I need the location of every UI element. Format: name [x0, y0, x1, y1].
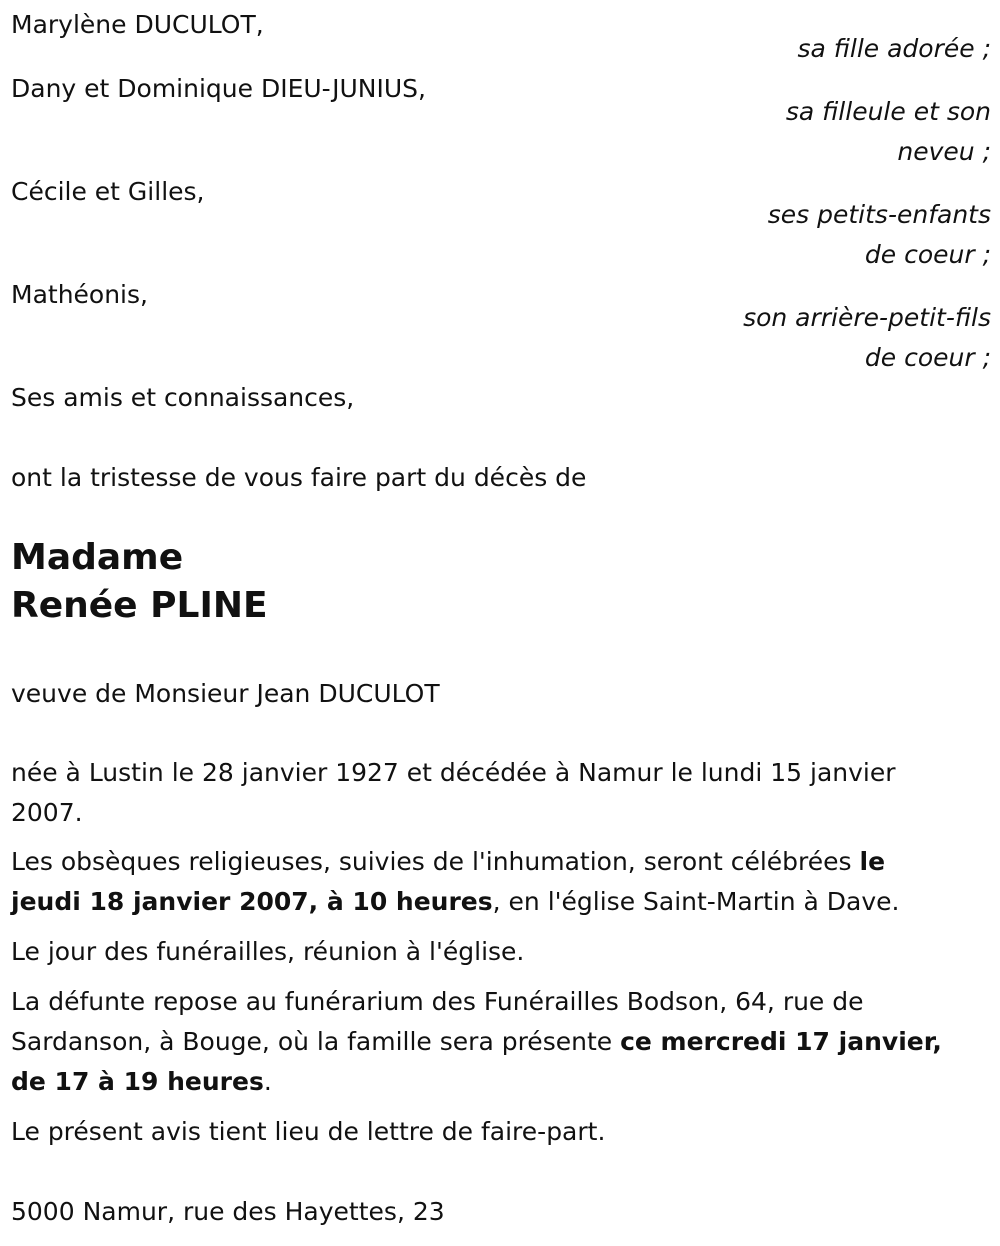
funeral-text: Les obsèques religieuses, suivies de l'inhumation, seront célébrées	[11, 847, 860, 876]
relation-line: neveu ;	[897, 137, 991, 166]
announcement-line: ont la tristesse de vous faire part du décès de	[11, 463, 587, 492]
deceased-title: Madame	[11, 537, 184, 578]
relation-line: de coeur ;	[864, 343, 991, 372]
deceased-fullname: Renée PLINE	[11, 585, 268, 626]
relation-line: sa fille adorée ;	[797, 34, 991, 63]
relation-line: sa filleule et son	[785, 97, 991, 126]
address-line: 5000 Namur, rue des Hayettes, 23	[11, 1197, 445, 1226]
relation-line: ses petits-enfants	[767, 200, 991, 229]
family-relation-3	[661, 195, 991, 275]
family-relation-4	[661, 298, 991, 378]
deceased-name	[11, 534, 268, 630]
relation-line: de coeur ;	[864, 240, 991, 269]
relation-line: son arrière-petit-fils	[743, 303, 991, 332]
visitation-paragraph	[11, 982, 962, 1102]
family-relation-2	[661, 92, 991, 172]
visitation-text: La défunte repose au funérarium des Funérailles Bodson, 64, rue de Sardanson, à Bouge, où la famille sera présente	[11, 987, 864, 1056]
family-name-4: Mathéonis,	[11, 280, 148, 309]
visitation-end: .	[263, 1067, 272, 1096]
notice-paragraph: Le présent avis tient lieu de lettre de faire-part.	[11, 1117, 606, 1146]
widow-of-line: veuve de Monsieur Jean DUCULOT	[11, 679, 440, 708]
funeral-location: , en l'église Saint-Martin à Dave.	[492, 887, 900, 916]
family-relation-1	[661, 29, 991, 69]
family-name-2: Dany et Dominique DIEU-JUNIUS,	[11, 74, 426, 103]
family-name-3: Cécile et Gilles,	[11, 177, 205, 206]
friends-line: Ses amis et connaissances,	[11, 383, 355, 412]
family-name-1: Marylène DUCULOT,	[11, 10, 264, 39]
birth-death-paragraph: née à Lustin le 28 janvier 1927 et décédée à Namur le lundi 15 janvier 2007.	[11, 758, 896, 827]
visitation-date: ce mercredi 17 janvier, de 17 à 19 heures	[11, 1027, 942, 1096]
funeral-date: le jeudi 18 janvier 2007, à 10 heures	[11, 847, 886, 916]
gathering-paragraph: Le jour des funérailles, réunion à l'église.	[11, 937, 525, 966]
funeral-paragraph	[11, 842, 962, 922]
